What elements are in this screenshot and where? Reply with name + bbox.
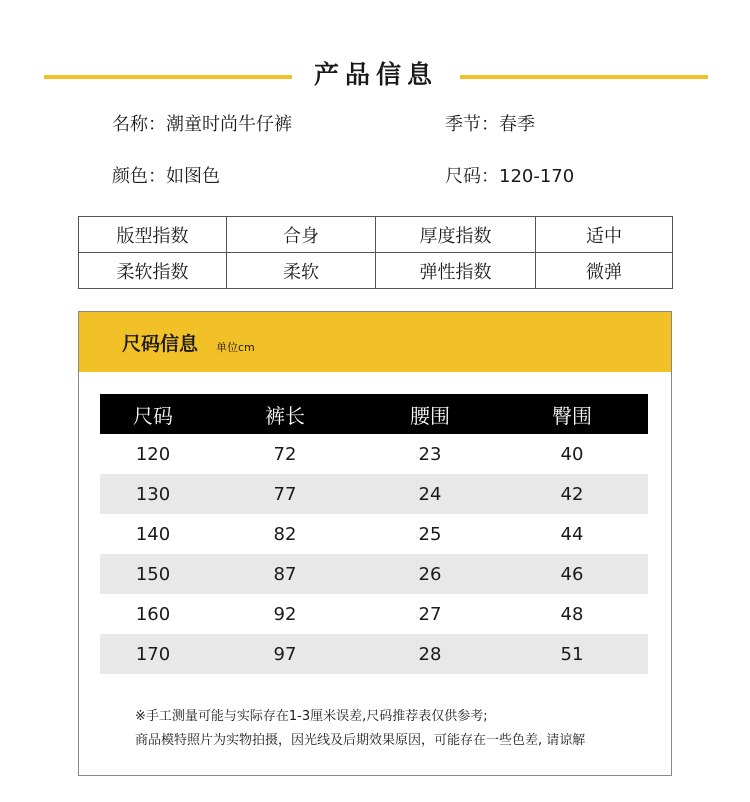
column-header: 尺码 [100,394,206,434]
attribute-table [78,216,673,289]
info-color [112,165,220,189]
title-divider-right [460,75,708,79]
table-cell: 97 [206,634,364,674]
attribute-row [79,253,673,289]
table-cell: 51 [496,634,648,674]
info-season-label: 季节： [445,114,499,135]
table-cell: 44 [560,523,584,545]
table-cell: 170 [100,634,206,674]
color-disclaimer: 商品模特照片为实物拍摄，因光线及后期效果原因，可能存在一些色差, 请谅解 [135,733,586,748]
table-cell: 130 [100,474,206,514]
attribute-row [79,217,673,253]
size-info-header [79,312,671,372]
table-cell: 77 [206,474,364,514]
attribute-cell: 弹性指数 [376,253,536,289]
attribute-cell: 微弹 [536,253,673,289]
table-cell: 26 [364,554,496,594]
info-season-value: 春季 [499,114,535,135]
info-size-label: 尺码： [445,166,499,187]
title-divider-left [44,75,292,79]
table-cell: 160 [135,603,171,625]
table-cell: 120 [135,443,171,465]
size-info-panel [78,311,672,776]
table-row [100,594,648,634]
table-cell: 27 [418,603,442,625]
table-cell: 82 [273,523,297,545]
table-cell: 48 [560,603,584,625]
table-row [100,474,648,514]
attribute-cell: 适中 [536,217,673,253]
attribute-cell: 厚度指数 [376,217,536,253]
attribute-cell: 版型指数 [79,217,227,253]
table-cell: 24 [364,474,496,514]
info-size [445,165,574,189]
info-size-value: 120-170 [499,166,575,187]
page-title: 产品信息 [313,60,438,89]
section-title-row [0,55,750,95]
attribute-cell: 柔软 [227,253,376,289]
table-cell: 92 [273,603,297,625]
info-name-value: 潮童时尚牛仔裤 [166,114,292,135]
table-cell: 87 [206,554,364,594]
column-header: 裤长 [206,394,364,434]
table-cell: 28 [364,634,496,674]
info-color-label: 颜色： [112,166,166,187]
table-row [100,514,648,554]
info-name-label: 名称： [112,114,166,135]
table-cell: 40 [560,443,584,465]
table-cell: 25 [418,523,442,545]
measurement-note: ※手工测量可能与实际存在1-3厘米误差,尺码推荐表仅供参考; [135,709,488,724]
table-cell: 140 [135,523,171,545]
info-season [445,113,535,137]
table-row [100,634,648,674]
table-row [100,434,648,474]
column-header: 臀围 [496,394,648,434]
size-info-title: 尺码信息 [122,333,199,355]
size-table [100,394,648,674]
table-cell: 42 [496,474,648,514]
table-cell: 23 [418,443,442,465]
column-header: 腰围 [364,394,496,434]
info-color-value: 如图色 [166,166,220,187]
info-name [112,113,292,137]
table-cell: 72 [273,443,297,465]
size-info-unit: 单位cm [216,341,255,354]
table-row [100,554,648,594]
attribute-cell: 柔软指数 [79,253,227,289]
attribute-cell: 合身 [227,217,376,253]
size-table-header-row [100,394,648,434]
table-cell: 46 [496,554,648,594]
table-cell: 150 [100,554,206,594]
